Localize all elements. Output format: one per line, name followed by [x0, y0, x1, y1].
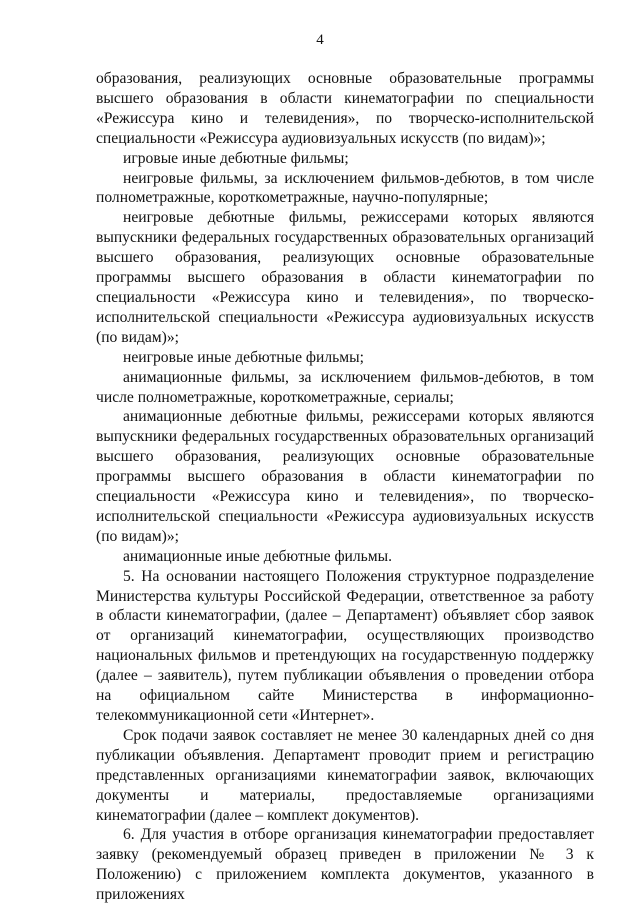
paragraph-submission-deadline: Срок подачи заявок составляет не менее 30 календарных дней со дня публикации объявления. Департамент проводит прием и регистрацию представленных организациями кинематографии заявок, включающих документы и материалы, предоставляемые организациями кинематографии (далее – комплект документов).: [96, 726, 594, 824]
paragraph-animated-films: анимационные фильмы, за исключением фильмов-дебютов, в том числе полнометражные, короткометражные, сериалы;: [96, 368, 594, 406]
paragraph-nonfiction-debut-graduates: неигровые дебютные фильмы, режиссерами которых являются выпускники федеральных государственных образовательных организаций высшего образования, реализующих основные образовательные программы высшего образования в области кинематографии по специальности «Режиссура кино и телевидения», по творческо-исполнительской специальности «Режиссура аудиовизуальных искусств (по видам)»;: [96, 209, 594, 346]
document-body: [96, 69, 594, 905]
paragraph-clause-6: 6. Для участия в отборе организация кинематографии предоставляет заявку (рекомендуемый образец приведен в приложении № 3 к Положению) с приложением комплекта документов, указанного в приложениях: [96, 826, 594, 904]
paragraph-animated-debut-graduates: анимационные дебютные фильмы, режиссерами которых являются выпускники федеральных государственных образовательных организаций высшего образования, реализующих основные образовательные программы высшего образования в области кинематографии по специальности «Режиссура кино и телевидения», по творческо-исполнительской специальности «Режиссура аудиовизуальных искусств (по видам)»;: [96, 408, 594, 545]
paragraph-nonfiction-other-debut: неигровые иные дебютные фильмы;: [123, 348, 364, 366]
page-number: 4: [316, 32, 324, 48]
paragraph-game-other-debut: игровые иные дебютные фильмы;: [123, 149, 349, 167]
paragraph-nonfiction-films: неигровые фильмы, за исключением фильмов-дебютов, в том числе полнометражные, короткометражные, научно-популярные;: [96, 169, 594, 207]
paragraph-continuation: образования, реализующих основные образовательные программы высшего образования в области кинематографии по специальности «Режиссура кино и телевидения», по творческо-исполнительской специальности «Режиссура аудиовизуальных искусств (по видам)»;: [96, 70, 594, 147]
paragraph-animated-other-debut: анимационные иные дебютные фильмы.: [123, 547, 393, 565]
paragraph-clause-5: 5. На основании настоящего Положения структурное подразделение Министерства культуры Российской Федерации, ответственное за работу в области кинематографии, (далее – Департамент) объявляет сбор заявок от организаций кинематографии, осуществляющих производство национальных фильмов и претендующих на государственную поддержку (далее – заявитель), путем публикации объявления о проведении отбора на официальном сайте Министерства в информационно-телекоммуникационной сети «Интернет».: [96, 567, 594, 724]
